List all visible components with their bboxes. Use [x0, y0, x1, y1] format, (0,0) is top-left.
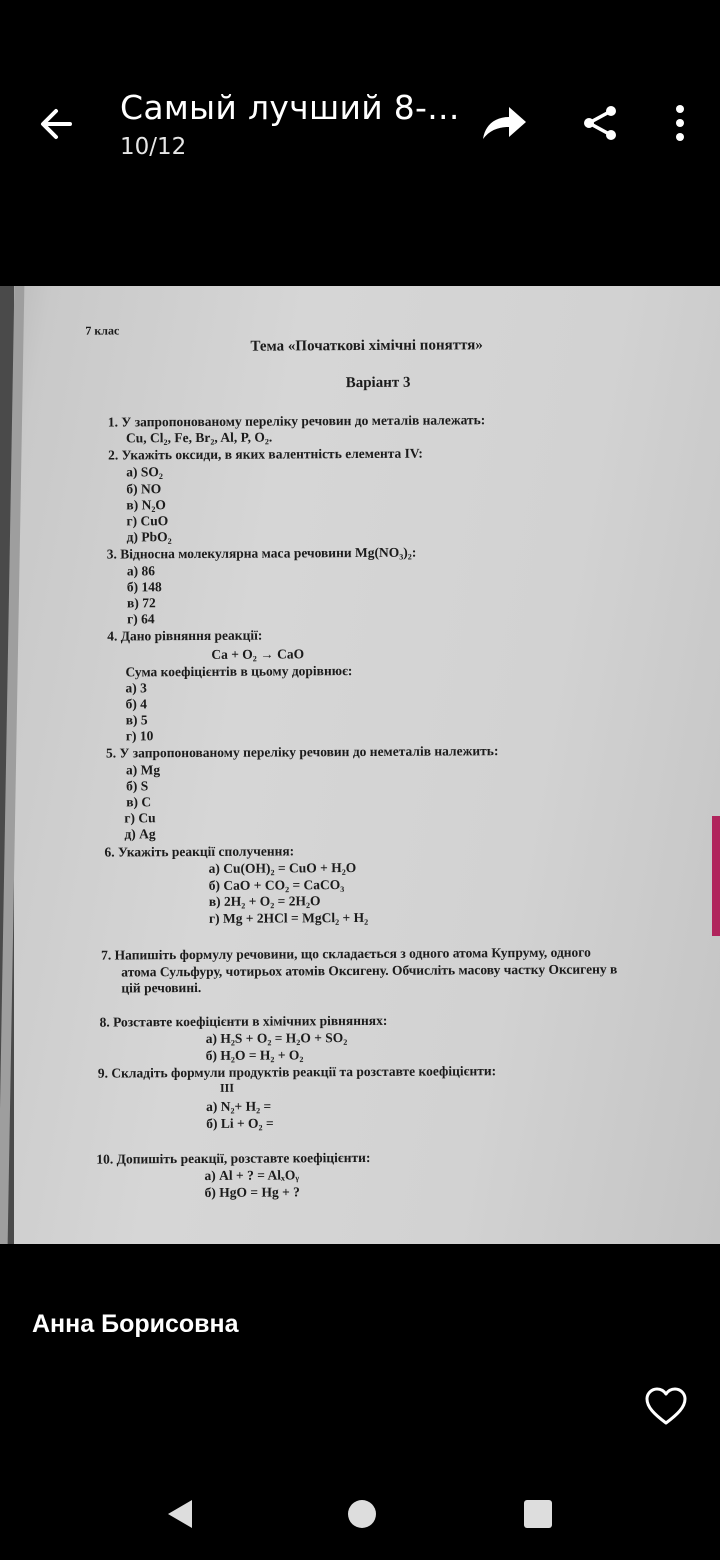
option-line: а) Mg — [125, 762, 161, 778]
equation-line: б) H₂O = H₂ + O₂ — [205, 1047, 304, 1063]
nav-recent-apps-button[interactable] — [518, 1494, 558, 1534]
question-1-list: Cu, Cl₂, Fe, Br₂, Al, P, O₂. — [125, 429, 273, 446]
system-navigation-bar — [0, 1470, 720, 1560]
option-line: б) S — [126, 778, 149, 794]
question-10: 10. Допишіть реакції, розставте коефіцієнти: — [96, 1149, 371, 1167]
equation-line: б) Li + O₂ = — [206, 1115, 274, 1131]
nav-home-button[interactable] — [342, 1494, 382, 1534]
equation-line: а) Al + ? = AlₓOᵧ — [204, 1167, 300, 1183]
like-button[interactable] — [642, 1384, 690, 1430]
option-line: д) Ag — [124, 826, 156, 842]
more-vert-icon — [674, 103, 686, 143]
arrow-left-icon — [36, 104, 76, 144]
photo-counter: 10/12 — [120, 134, 187, 160]
question-2: 2. Укажіть оксиди, в яких валентність елемента IV: — [108, 445, 423, 463]
option-line: в) 72 — [126, 595, 156, 611]
question-4-sub: Сума коефіцієнтів в цьому дорівнює: — [125, 663, 353, 680]
worksheet-paper — [0, 286, 720, 1244]
option-line: б) NO — [126, 481, 162, 497]
option-line: г) 64 — [127, 611, 155, 627]
question-4: 4. Дано рівняння реакції: — [107, 627, 263, 644]
equation-line: г) Mg + 2HCl = MgCl₂ + H₂ — [208, 909, 369, 926]
album-title: Самый лучший 8-... — [120, 88, 460, 127]
equation-line: Ca + O₂ → CaO — [211, 646, 305, 662]
question-7-cont: атома Сульфуру, чотирьох атомів Оксигену. Обчисліть масову частку Оксигену в — [121, 961, 618, 980]
question-7: 7. Напишіть формулу речовини, що складається з одного атома Купруму, одного — [101, 944, 591, 963]
forward-button[interactable] — [478, 100, 530, 146]
question-7-cont: цій речовині. — [121, 979, 202, 996]
author-name: Анна Борисовна — [32, 1310, 239, 1338]
top-app-bar — [0, 0, 720, 260]
triangle-back-icon — [164, 1497, 196, 1531]
equation-line: а) N₂+ H₂ = — [206, 1098, 272, 1114]
option-line: а) 3 — [125, 680, 147, 696]
circle-home-icon — [346, 1498, 378, 1530]
question-3: 3. Відносна молекулярна маса речовини Mg(NO₃)₂: — [106, 544, 417, 562]
square-recent-icon — [522, 1498, 554, 1530]
question-9: 9. Складіть формули продуктів реакції та розставте коефіцієнти: — [97, 1063, 497, 1081]
grade-label: 7 клас — [85, 323, 120, 338]
option-line: б) 148 — [126, 579, 162, 595]
question-1: 1. У запропонованому переліку речовин до металів належать: — [107, 412, 486, 430]
nav-back-button[interactable] — [160, 1494, 200, 1534]
question-8: 8. Розставте коефіцієнти в хімічних рівняннях: — [99, 1012, 388, 1030]
share-icon — [581, 103, 621, 143]
equation-line: б) CaO + CO₂ = CaCO₃ — [208, 877, 345, 893]
valence-mark: III — [219, 1080, 235, 1095]
option-line: а) SO₂ — [126, 464, 163, 480]
option-line: а) 86 — [126, 563, 155, 579]
equation-line: а) Cu(OH)₂ = CuO + H₂O — [208, 860, 357, 876]
worksheet-topic: Тема «Початкові хімічні поняття» — [250, 337, 483, 355]
option-line: в) N₂O — [126, 497, 166, 513]
option-line: д) PbO₂ — [126, 529, 172, 545]
forward-arrow-icon — [479, 103, 529, 143]
more-options-button[interactable] — [662, 100, 698, 146]
share-button[interactable] — [578, 100, 624, 146]
equation-line: б) HgO = Hg + ? — [204, 1184, 300, 1200]
option-line: г) 10 — [125, 728, 154, 744]
equation-line: в) 2H₂ + O₂ = 2H₂O — [208, 893, 321, 909]
equation-line: а) H₂S + O₂ = H₂O + SO₂ — [205, 1030, 348, 1046]
option-line: б) 4 — [125, 696, 148, 712]
question-6: 6. Укажіть реакції сполучення: — [104, 843, 295, 860]
photo-view[interactable] — [0, 286, 720, 1244]
option-line: г) Cu — [124, 810, 156, 826]
question-5: 5. У запропонованому переліку речовин до неметалів належить: — [105, 743, 499, 761]
heart-outline-icon — [644, 1387, 688, 1427]
worksheet-variant: Варіант 3 — [345, 374, 411, 392]
option-line: в) 5 — [125, 712, 148, 728]
option-line: в) C — [126, 794, 152, 810]
back-button[interactable] — [30, 98, 82, 150]
option-line: г) CuO — [126, 513, 169, 529]
